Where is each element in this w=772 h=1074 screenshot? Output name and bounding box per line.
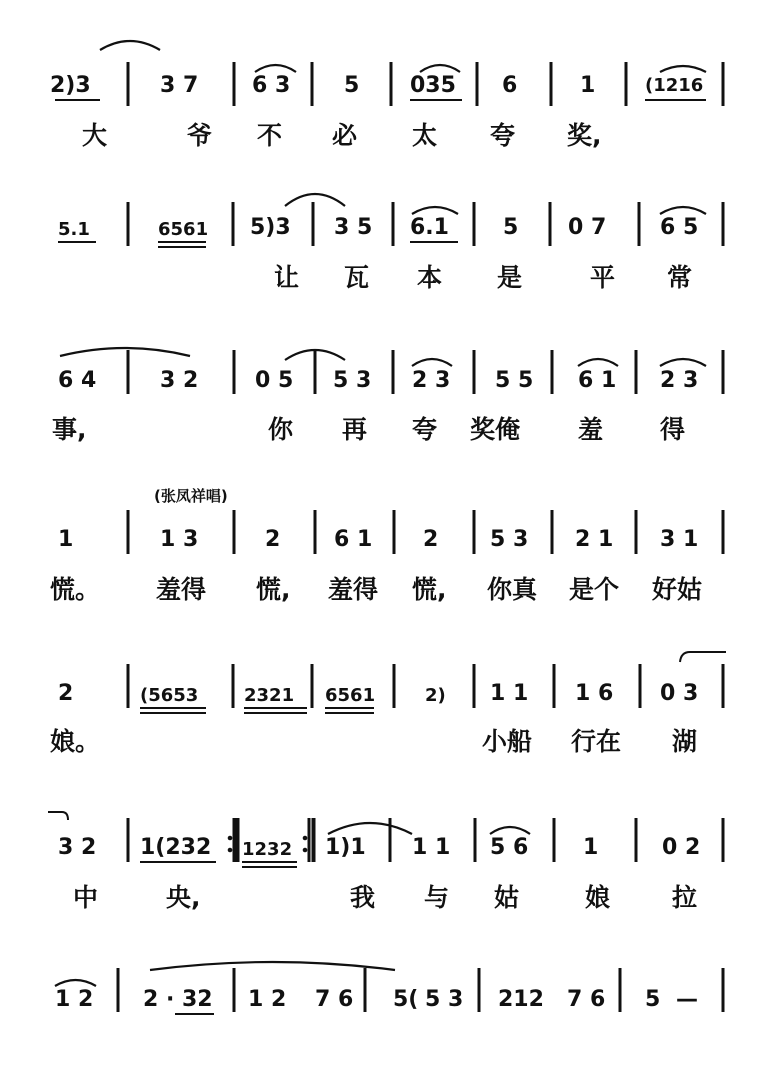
slur bbox=[420, 65, 460, 72]
note-group: 1 bbox=[58, 527, 74, 552]
lyric: 娘。 bbox=[50, 727, 101, 756]
note-group: 0 7 bbox=[568, 215, 607, 240]
slur bbox=[412, 207, 458, 214]
lyric: 让 bbox=[274, 263, 300, 292]
lyric: 是 bbox=[497, 263, 523, 292]
note-group: 1 2 bbox=[55, 987, 94, 1012]
note-group: 5 6 bbox=[490, 835, 529, 860]
note-group: 1 bbox=[583, 835, 599, 860]
slur bbox=[100, 41, 160, 50]
lyric: 常 bbox=[667, 263, 693, 292]
lyric: 不 bbox=[257, 121, 283, 150]
lyric: 小船 bbox=[482, 727, 533, 756]
note-group: (1216 bbox=[645, 75, 704, 96]
note-group: 6 5 bbox=[660, 215, 699, 240]
lyric: 你真 bbox=[487, 575, 538, 604]
slur bbox=[255, 65, 296, 72]
note-group: 2) bbox=[425, 685, 446, 706]
lyric: 夸 bbox=[412, 415, 438, 444]
note-group: 3 1 bbox=[660, 527, 699, 552]
note-group: 0 3 bbox=[660, 681, 699, 706]
note-group: 3 2 bbox=[160, 368, 199, 393]
note-group: 5 bbox=[645, 987, 661, 1012]
lyric: 必 bbox=[332, 121, 358, 150]
note-group: 2321 bbox=[244, 685, 295, 706]
note-group: 3 2 bbox=[58, 835, 97, 860]
note-group: 6561 bbox=[158, 219, 209, 240]
lyric: 好姑 bbox=[652, 575, 703, 604]
lyric: 你 bbox=[268, 415, 294, 444]
note-group: 2 3 bbox=[412, 368, 451, 393]
note-group: 5.1 bbox=[58, 219, 90, 240]
note-group: 212 bbox=[498, 987, 544, 1012]
lyric: 慌, bbox=[412, 575, 447, 604]
lyric: 羞得 bbox=[156, 575, 207, 604]
slur bbox=[490, 827, 530, 834]
note-group: 7 6 bbox=[315, 987, 354, 1012]
singer-annotation: (张凤祥唱) bbox=[154, 487, 228, 505]
note-group: 2)3 bbox=[50, 73, 91, 98]
lyric: 得 bbox=[660, 415, 686, 444]
note-group: 2 3 bbox=[660, 368, 699, 393]
slur bbox=[660, 66, 706, 72]
tie-continuation bbox=[680, 652, 726, 662]
lyric: 与 bbox=[424, 883, 450, 912]
slur bbox=[150, 962, 395, 970]
note-group: 2 bbox=[423, 527, 439, 552]
lyric: 湖 bbox=[672, 727, 698, 756]
lyric: 平 bbox=[590, 263, 616, 292]
lyric: 央, bbox=[166, 883, 201, 912]
note-group: (5653 bbox=[140, 685, 199, 706]
note-group: 6 1 bbox=[578, 368, 617, 393]
slur bbox=[578, 359, 618, 366]
slur bbox=[285, 194, 345, 206]
lyric: 大 bbox=[82, 121, 108, 150]
note-group: 5 3 bbox=[425, 987, 464, 1012]
slur bbox=[660, 207, 706, 214]
note-group: 6 1 bbox=[334, 527, 373, 552]
lyric: 事, bbox=[52, 415, 87, 444]
repeat-dot bbox=[303, 848, 308, 853]
note-group: 1)1 bbox=[325, 835, 366, 860]
note-group: 2 1 bbox=[575, 527, 614, 552]
note-group: 6.1 bbox=[410, 215, 449, 240]
note-group: 3 5 bbox=[334, 215, 373, 240]
note-group: 2 bbox=[265, 527, 281, 552]
note-group: 2 bbox=[58, 681, 74, 706]
note-group: 1 1 bbox=[412, 835, 451, 860]
note-group: 5 bbox=[344, 73, 360, 98]
note-group: 1(232 bbox=[140, 835, 212, 860]
lyric: 太 bbox=[412, 121, 438, 150]
note-group: 0 2 bbox=[662, 835, 701, 860]
note-group: 5 3 bbox=[333, 368, 372, 393]
note-group: 1 3 bbox=[160, 527, 199, 552]
slur bbox=[60, 348, 190, 356]
note-group: 7 6 bbox=[567, 987, 606, 1012]
note-group: 3 7 bbox=[160, 73, 199, 98]
note-group: 1232 bbox=[242, 839, 293, 860]
lyric: 羞得 bbox=[328, 575, 379, 604]
lyric: 行在 bbox=[571, 727, 622, 756]
lyric: 奖俺 bbox=[470, 415, 521, 444]
note-group: 5 3 bbox=[490, 527, 529, 552]
note-group: 5 bbox=[503, 215, 519, 240]
note-group: 2 · 32 bbox=[143, 987, 213, 1012]
lyric: 拉 bbox=[672, 883, 698, 912]
slur bbox=[55, 980, 96, 986]
note-group: — bbox=[676, 987, 698, 1012]
lyric: 中 bbox=[73, 883, 99, 912]
lyric: 爷 bbox=[187, 121, 213, 150]
note-group: 6 3 bbox=[252, 73, 291, 98]
note-group: 5 5 bbox=[495, 368, 534, 393]
lyric: 慌。 bbox=[50, 575, 101, 604]
note-group: 6 bbox=[502, 73, 518, 98]
lyric: 姑 bbox=[494, 883, 520, 912]
slur bbox=[660, 359, 706, 366]
lyric: 瓦 bbox=[344, 263, 370, 292]
lyric: 娘 bbox=[585, 883, 611, 912]
note-group: 0 5 bbox=[255, 368, 294, 393]
slur bbox=[412, 359, 452, 366]
repeat-dot bbox=[303, 836, 308, 841]
lyric: 羞 bbox=[578, 415, 604, 444]
lyric: 再 bbox=[342, 415, 368, 444]
note-group: 1 6 bbox=[575, 681, 614, 706]
lyric: 奖, bbox=[567, 121, 602, 150]
note-group: 035 bbox=[410, 73, 456, 98]
note-group: 6 4 bbox=[58, 368, 97, 393]
lyric: 是个 bbox=[569, 575, 620, 604]
note-group: 5)3 bbox=[250, 215, 291, 240]
note-group: 1 bbox=[580, 73, 596, 98]
lyric: 我 bbox=[350, 883, 376, 912]
tie-continuation bbox=[48, 812, 68, 820]
lyric: 慌, bbox=[256, 575, 291, 604]
note-group: 6561 bbox=[325, 685, 376, 706]
lyric: 夸 bbox=[490, 121, 516, 150]
note-group: 1 1 bbox=[490, 681, 529, 706]
repeat-dot bbox=[228, 848, 233, 853]
note-group: 5( bbox=[393, 987, 419, 1012]
lyric: 本 bbox=[417, 263, 443, 292]
slur bbox=[328, 823, 412, 834]
note-group: 1 2 bbox=[248, 987, 287, 1012]
repeat-dot bbox=[228, 836, 233, 841]
